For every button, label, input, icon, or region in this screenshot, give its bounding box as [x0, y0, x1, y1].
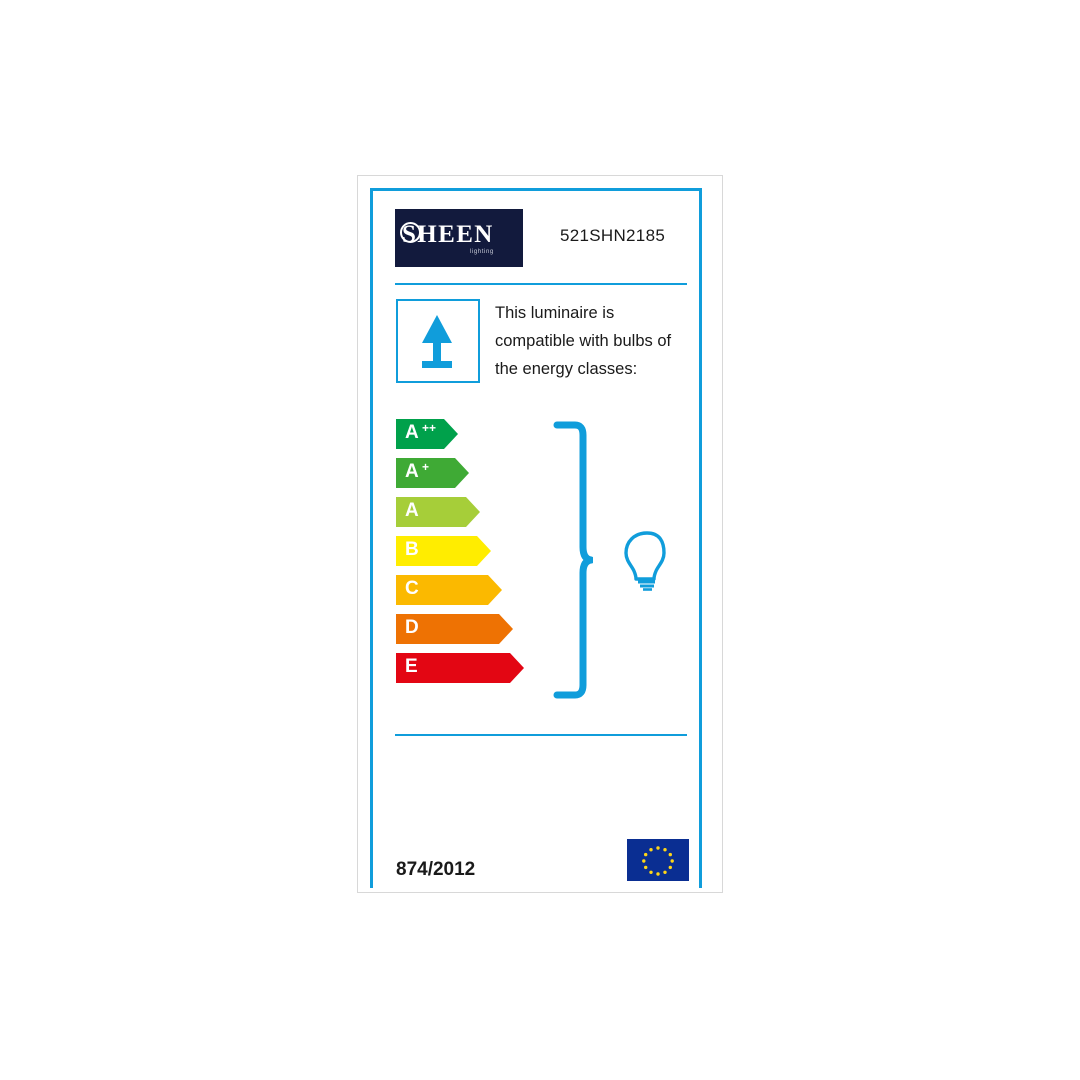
energy-class-row	[396, 653, 536, 683]
brand-logo	[395, 209, 523, 267]
energy-class-arrow	[396, 575, 536, 605]
energy-class-letter: A	[405, 500, 419, 521]
energy-class-letter: B	[405, 539, 419, 560]
energy-class-row	[396, 575, 536, 605]
energy-class-row	[396, 458, 536, 488]
energy-class-arrow	[396, 458, 536, 488]
energy-class-row	[396, 497, 536, 527]
label-header	[395, 209, 687, 271]
eu-flag-icon	[627, 839, 689, 881]
energy-label-border	[370, 188, 702, 888]
energy-class-arrow	[396, 614, 536, 644]
regulation-number: 874/2012	[396, 859, 476, 880]
compatibility-statement: This luminaire is compatible with bulbs of the energy classes:	[495, 304, 672, 378]
brand-name: SHEEN	[402, 221, 494, 248]
energy-class-letter: E	[405, 656, 418, 677]
energy-class-letter: A	[405, 422, 419, 443]
lamp-icon-box	[396, 299, 480, 383]
energy-class-letter: A	[405, 461, 419, 482]
energy-class-arrow	[396, 497, 536, 527]
energy-class-list	[396, 419, 536, 692]
energy-class-plus: +	[422, 460, 430, 474]
divider-top	[395, 283, 687, 285]
energy-class-letter: C	[405, 578, 419, 599]
brand-tagline: lighting	[470, 249, 494, 255]
energy-class-row	[396, 419, 536, 449]
brand-logo-ring	[400, 222, 421, 243]
curly-brace-icon	[553, 419, 593, 701]
energy-class-arrow	[396, 419, 536, 449]
divider-bottom	[395, 734, 687, 736]
table-lamp-icon	[398, 301, 476, 379]
energy-class-plus: ++	[422, 421, 437, 435]
light-bulb-icon	[621, 529, 677, 591]
energy-class-arrow	[396, 536, 536, 566]
energy-class-letter: D	[405, 617, 419, 638]
model-code: 521SHN2185	[560, 226, 666, 245]
energy-class-arrow	[396, 653, 536, 683]
energy-class-row	[396, 536, 536, 566]
energy-label-card	[357, 175, 723, 893]
energy-class-row	[396, 614, 536, 644]
